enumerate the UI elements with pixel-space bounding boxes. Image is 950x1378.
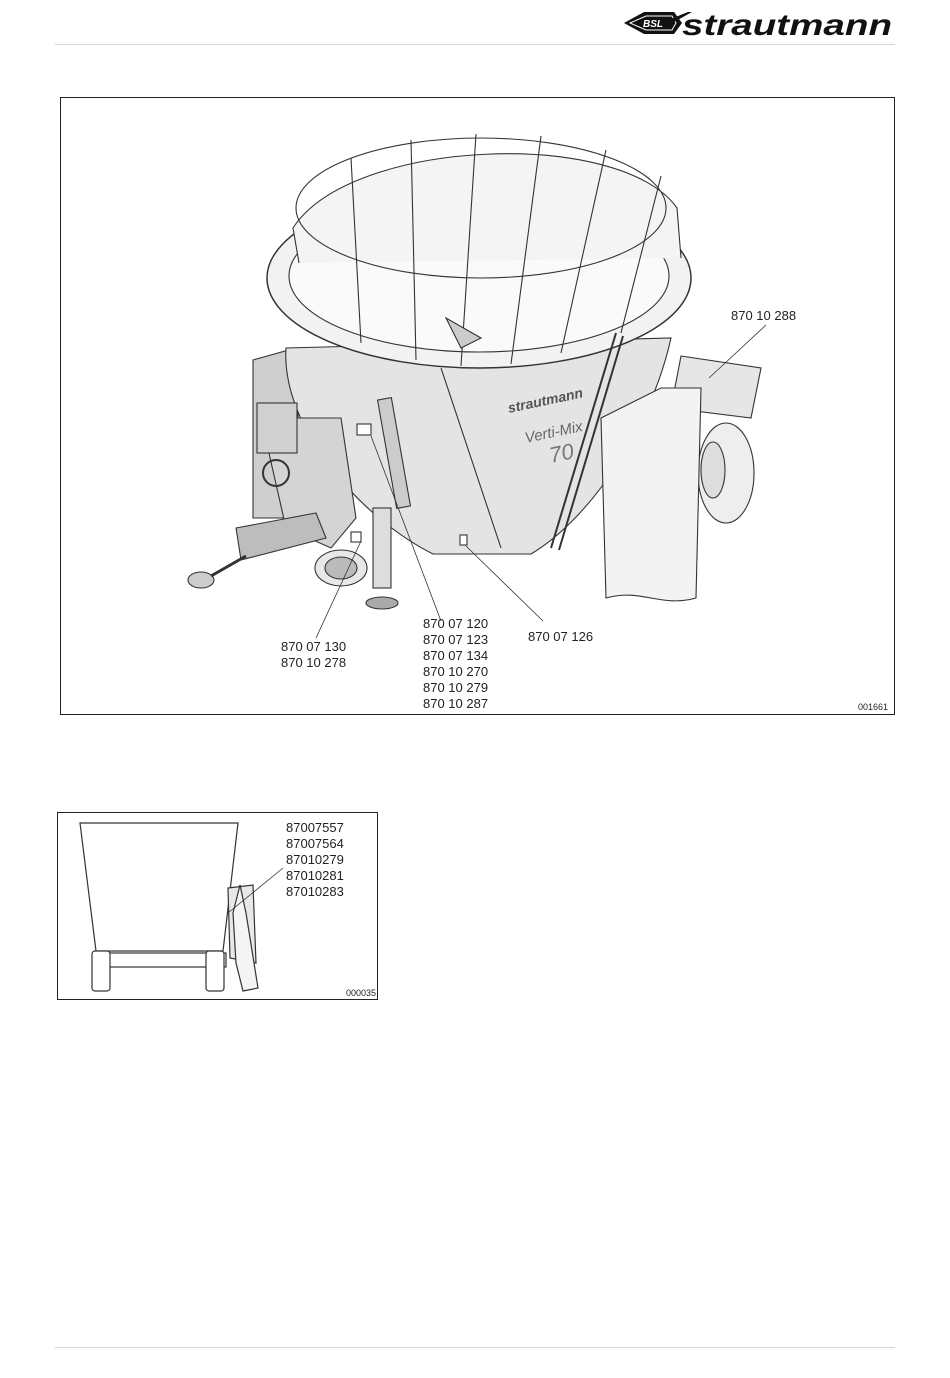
decal-brand-text: strautmann — [506, 384, 585, 416]
label-870-10-287: 870 10 287 — [423, 696, 489, 711]
label-870-07-123: 870 07 123 — [423, 632, 489, 647]
header-divider — [55, 44, 895, 45]
main-figure — [60, 97, 895, 715]
small-label-87007557: 87007557 — [286, 820, 344, 835]
label-870-07-120: 870 07 120 — [423, 616, 489, 631]
small-label-87007564: 87007564 — [286, 836, 344, 851]
logo-badge-text: BSL — [643, 19, 663, 30]
label-870-10-288: 870 10 288 — [731, 308, 797, 323]
small-label-87010279: 87010279 — [286, 852, 344, 867]
small-label-87010283: 87010283 — [286, 884, 344, 899]
label-870-10-279: 870 10 279 — [423, 680, 489, 695]
decal-model-text: Verti-Mix — [523, 418, 585, 447]
figure-code: 001661 — [858, 702, 889, 712]
small-figure — [57, 812, 378, 1000]
footer-divider — [55, 1347, 895, 1348]
small-label-87010281: 87010281 — [286, 868, 344, 883]
label-870-07-134: 870 07 134 — [423, 648, 489, 663]
label-870-10-278: 870 10 278 — [281, 655, 347, 670]
decal-number-text: 70 — [546, 438, 576, 468]
label-870-07-130: 870 07 130 — [281, 639, 347, 654]
small-figure-code: 000035 — [346, 988, 377, 998]
strautmann-logo — [622, 6, 894, 40]
label-870-07-126: 870 07 126 — [528, 629, 594, 644]
label-870-10-270: 870 10 270 — [423, 664, 489, 679]
logo-wordmark: strautmann — [682, 9, 892, 40]
